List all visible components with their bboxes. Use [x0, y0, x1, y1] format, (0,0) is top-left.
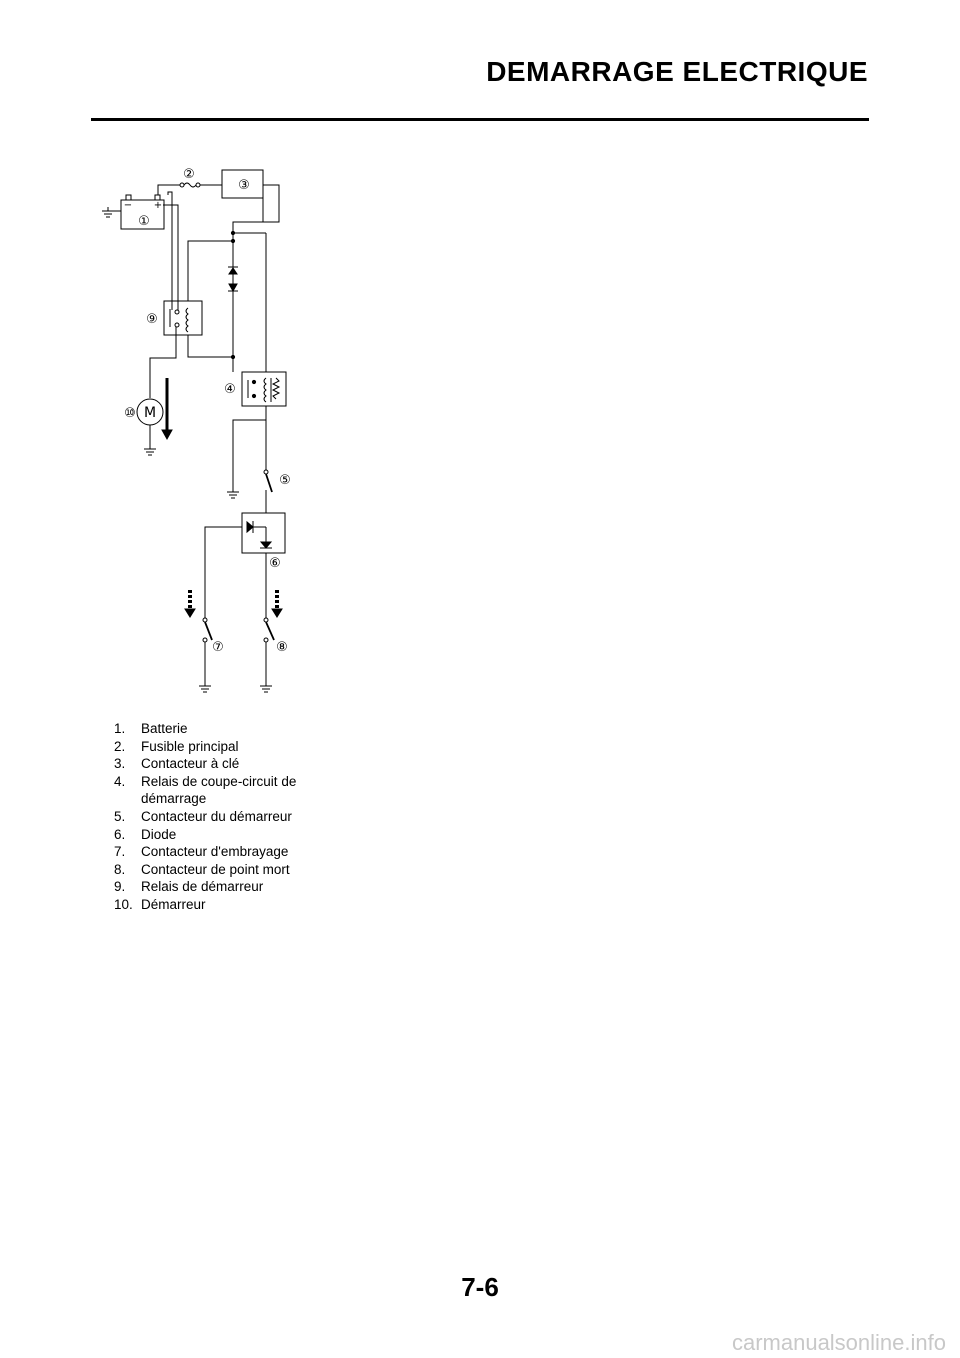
legend-item: 8. Contacteur de point mort: [114, 861, 290, 877]
legend-item: 5. Contacteur du démarreur: [114, 808, 292, 824]
callout-5: ⑤: [279, 473, 291, 488]
callout-7: ⑦: [212, 640, 224, 655]
callout-8: ⑧: [276, 640, 288, 655]
page-number: 7-6: [461, 1272, 499, 1302]
battery-plus: +: [153, 200, 163, 211]
legend-item: 3. Contacteur à clé: [114, 756, 240, 772]
callout-4: ④: [224, 382, 236, 397]
cutoff-relay-box: [242, 372, 286, 406]
legend-item: 2. Fusible principal: [114, 738, 239, 754]
callout-2: ②: [183, 167, 195, 182]
legend-item: 7. Contacteur d'embrayage: [114, 844, 289, 860]
page-title: DEMARRAGE ELECTRIQUE: [486, 56, 868, 87]
callout-3: ③: [238, 178, 250, 193]
legend-item: 10. Démarreur: [114, 896, 206, 912]
callout-10: ⑩: [124, 406, 136, 421]
legend-item: 4. Relais de coupe-circuit de démarrage: [114, 773, 297, 807]
legend-item: 1. Batterie: [114, 721, 188, 736]
callout-6: ⑥: [269, 556, 281, 571]
callout-1: ①: [138, 214, 150, 229]
battery-minus: −: [123, 200, 133, 211]
motor-symbol: M: [143, 405, 157, 421]
diode-box: [242, 513, 285, 553]
callout-9: ⑨: [146, 312, 158, 327]
legend-item: 9. Relais de démarreur: [114, 879, 264, 895]
parts-legend: [114, 720, 351, 914]
legend-item: 6. Diode: [114, 826, 177, 842]
watermark: carmanualsonline.info: [731, 1330, 946, 1355]
